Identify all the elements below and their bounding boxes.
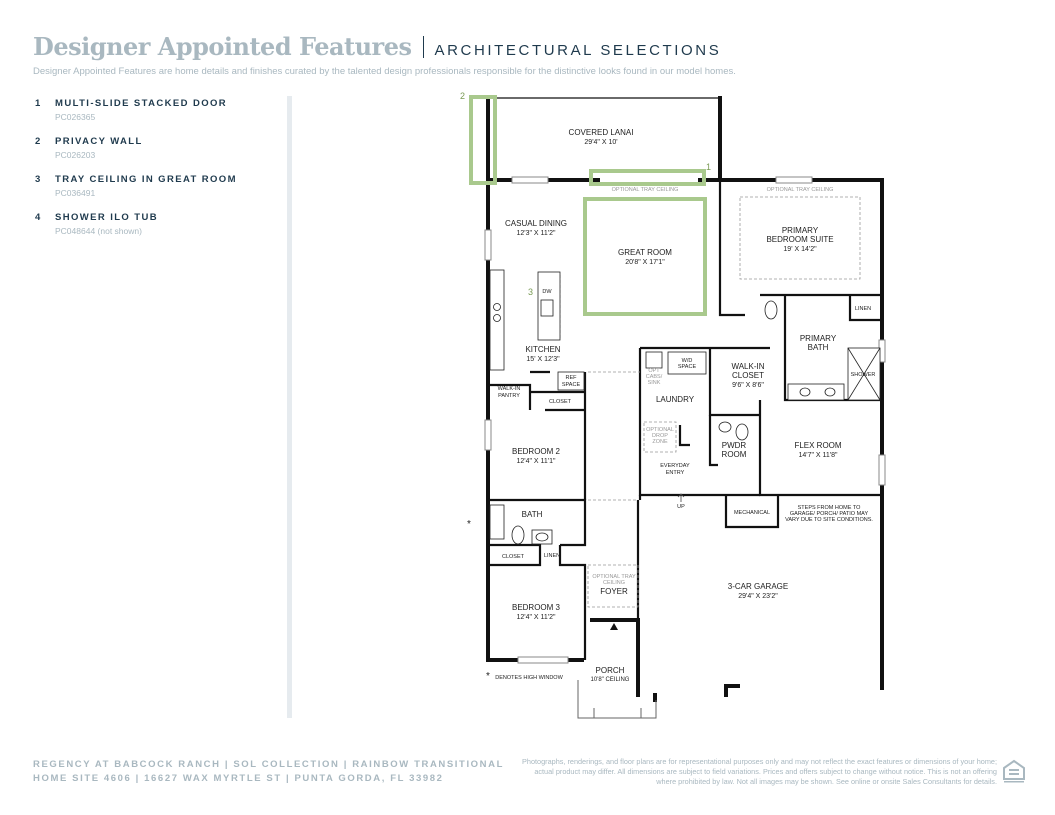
room-dim: 29'4" X 10': [584, 139, 618, 146]
wd-label: W/D: [681, 358, 693, 364]
shower-label: SHOWER: [850, 372, 876, 378]
room-name: CASUAL DINING: [505, 219, 567, 228]
entry-label: EVERYDAY: [660, 463, 690, 469]
room-name: BEDROOM 2: [511, 447, 561, 456]
steps-note: GARAGE/ PORCH/ PATIO MAY: [789, 511, 869, 517]
room-name: GREAT ROOM: [618, 248, 672, 257]
room-name: FOYER: [600, 587, 628, 596]
pantry-label: PANTRY: [498, 393, 520, 399]
room-name: PORCH: [595, 666, 625, 675]
title-subtitle: ARCHITECTURAL SELECTIONS: [434, 42, 722, 59]
optional-tray-label: CEILING: [602, 580, 626, 586]
pantry-label: WALK-IN: [497, 386, 521, 392]
optional-tray-label: OPTIONAL TRAY: [592, 574, 636, 580]
room-name-2: BATH: [807, 343, 829, 352]
room-dim: 14'7" X 11'8": [798, 452, 838, 459]
room-name: WALK-IN: [731, 362, 765, 371]
room-name: PRIMARY: [799, 334, 837, 343]
equal-housing-icon: [1002, 758, 1026, 784]
room-dim: 20'8" X 17'1": [625, 259, 665, 266]
feature-name: TRAY CEILING IN GREAT ROOM: [55, 174, 237, 185]
steps-note: STEPS FROM HOME TO: [797, 505, 861, 511]
room-name-2: BEDROOM SUITE: [766, 235, 834, 244]
feature-number: 1: [35, 98, 42, 109]
drop-zone-label: OPTIONAL: [646, 427, 674, 433]
opt-cabs-label: SINK: [647, 380, 661, 386]
room-name: BEDROOM 3: [511, 603, 561, 612]
room-dim: 15' X 12'3": [526, 356, 560, 363]
title-main: Designer Appointed Features: [33, 32, 412, 61]
feature-item: [35, 174, 285, 198]
feature-name: MULTI-SLIDE STACKED DOOR: [55, 98, 228, 109]
high-window-note: DENOTES HIGH WINDOW: [495, 675, 563, 681]
feature-item: [35, 98, 285, 122]
linen-label: LINEN: [543, 553, 561, 559]
intro-text: Designer Appointed Features are home details and finishes curated by the talented design professionals responsible for the distinctive looks found in our model homes.: [33, 66, 736, 77]
room-name: KITCHEN: [525, 345, 561, 354]
feature-code: PC026365: [55, 112, 96, 122]
callout-2-label: 2: [460, 91, 466, 101]
optional-tray-label: OPTIONAL TRAY CEILING: [611, 187, 679, 193]
feature-code: PC036491: [55, 188, 96, 198]
footer-line-1: REGENCY AT BABCOCK RANCH | SOL COLLECTION | RAINBOW TRANSITIONAL: [33, 759, 504, 770]
closet-label: CLOSET: [548, 399, 572, 405]
callout-1-label: 1: [706, 162, 712, 172]
linen-label: LINEN: [854, 306, 872, 312]
entry-label: ENTRY: [665, 470, 685, 476]
room-name: COVERED LANAI: [568, 128, 634, 137]
room-name: PRIMARY: [781, 226, 819, 235]
room-dim: 19' X 14'2": [783, 246, 817, 253]
feature-code: PC048644 (not shown): [55, 226, 142, 236]
up-label: UP: [677, 504, 685, 510]
asterisk-marker: *: [467, 519, 471, 530]
ref-label: SPACE: [561, 382, 581, 388]
footer-line-2: HOME SITE 4606 | 16627 WAX MYRTLE ST | PUNTA GORDA, FL 33982: [33, 773, 444, 784]
room-dim: 9'6" X 8'6": [732, 382, 764, 389]
closet-label: CLOSET: [501, 554, 525, 560]
page-title: [33, 32, 721, 64]
ref-label: REF: [565, 375, 577, 381]
floor-plan: [440, 88, 910, 728]
asterisk-note: *: [486, 671, 490, 682]
divider-bar: [287, 96, 292, 718]
feature-name: SHOWER ILO TUB: [55, 212, 158, 223]
footer-disclaimer: Photographs, renderings, and floor plans are for representational purposes only and may not reflect the exact features or dimensions of your home; actual product may differ. All dimensions are subject to field variations. Prices and offers subject to change without notice. This is not an offering where prohibited by law. Not all images may be shown. See online or onsite Sales Consultants for details.: [522, 757, 997, 786]
wd-label: SPACE: [677, 364, 697, 370]
room-dim: 29'4" X 23'2": [738, 593, 778, 600]
room-name: PWDR: [721, 441, 747, 450]
feature-list: [35, 98, 285, 250]
feature-name: PRIVACY WALL: [55, 136, 143, 147]
room-dim: 12'4" X 11'1": [516, 458, 556, 465]
drop-zone-label: DROP: [652, 433, 668, 439]
feature-number: 4: [35, 212, 42, 223]
room-dim: 12'3" X 11'2": [516, 230, 556, 237]
dw-label: DW: [542, 289, 552, 295]
footer-address: [33, 758, 504, 786]
feature-item: [35, 212, 285, 236]
callout-3-label: 3: [528, 287, 534, 297]
title-separator: [423, 36, 424, 58]
optional-tray-label: OPTIONAL TRAY CEILING: [766, 187, 834, 193]
mechanical-label: MECHANICAL: [733, 510, 771, 516]
room-name-2: CLOSET: [731, 371, 765, 380]
room-name: BATH: [521, 510, 543, 519]
drop-zone-label: ZONE: [652, 439, 668, 445]
feature-item: [35, 136, 285, 160]
feature-code: PC026203: [55, 150, 96, 160]
room-dim: 10'8" CEILING: [590, 677, 630, 683]
feature-number: 2: [35, 136, 42, 147]
room-name: 3-CAR GARAGE: [727, 582, 789, 591]
room-dim: 12'4" X 11'2": [516, 614, 556, 621]
steps-note: VARY DUE TO SITE CONDITIONS.: [785, 517, 873, 523]
opt-cabs-label: CABS/: [645, 374, 663, 380]
room-name: LAUNDRY: [655, 395, 695, 404]
feature-number: 3: [35, 174, 42, 185]
opt-cabs-label: OPT: [648, 368, 660, 374]
room-name: FLEX ROOM: [794, 441, 842, 450]
room-name-2: ROOM: [721, 450, 747, 459]
